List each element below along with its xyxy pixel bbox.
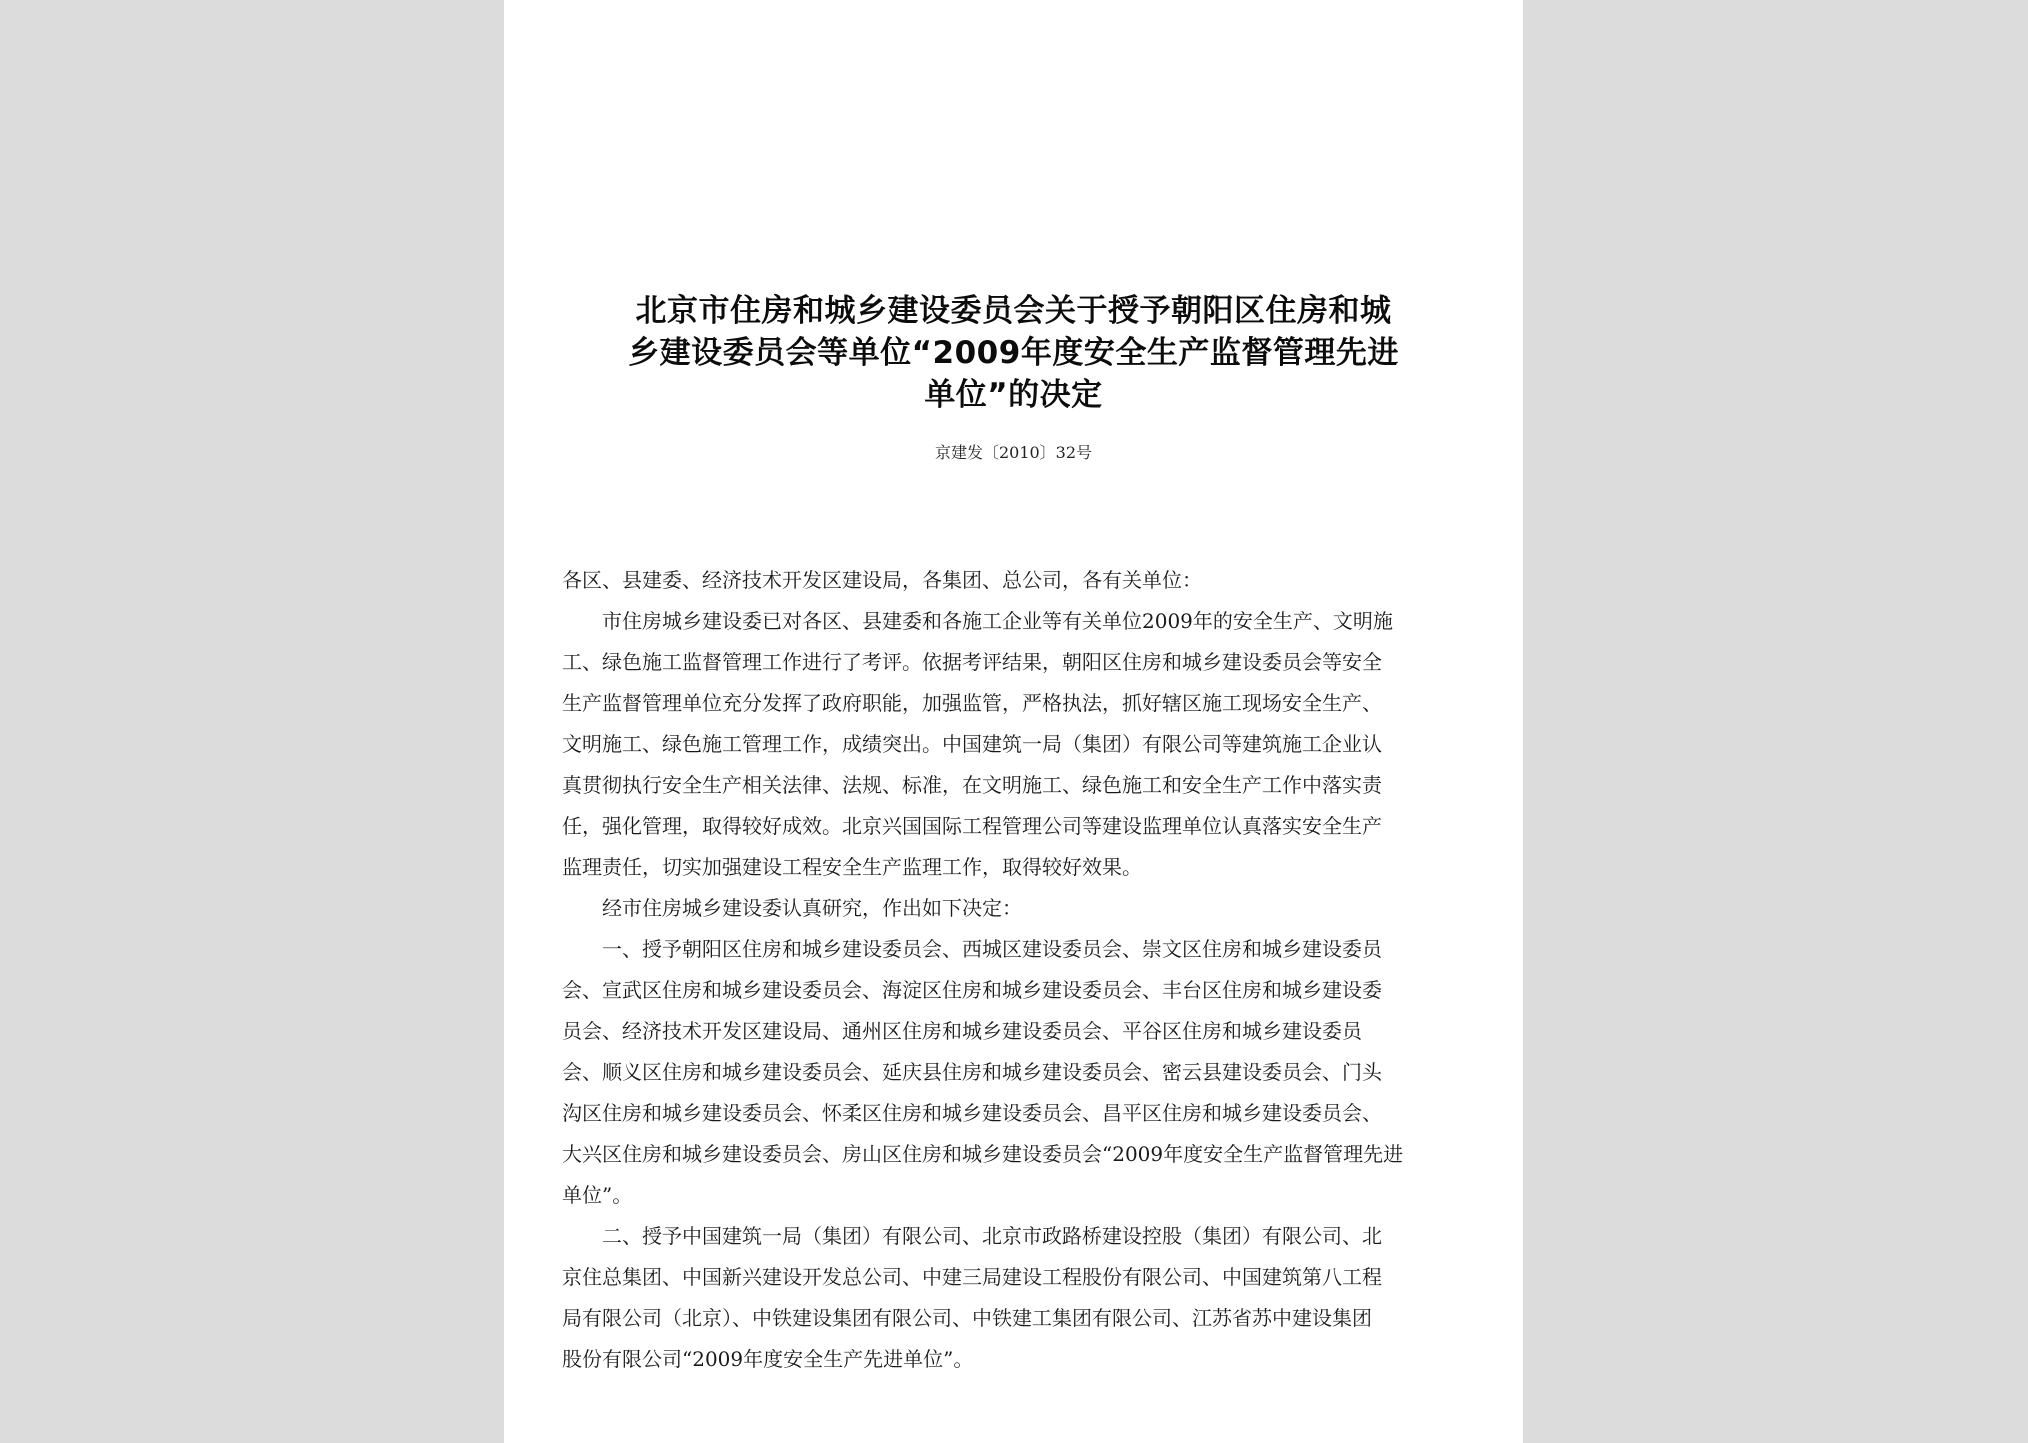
paragraph-line: 股份有限公司“2009年度安全生产先进单位”。 xyxy=(562,1347,974,1371)
paragraph-line: 单位”。 xyxy=(562,1183,633,1207)
paragraph-line: 局有限公司（北京）、中铁建设集团有限公司、中铁建工集团有限公司、江苏省苏中建设集团 xyxy=(562,1306,1372,1330)
paragraph-line: 工、绿色施工监督管理工作进行了考评。依据考评结果，朝阳区住房和城乡建设委员会等安全 xyxy=(562,650,1382,674)
paragraph-line: 大兴区住房和城乡建设委员会、房山区住房和城乡建设委员会“2009年度安全生产监督管理先进 xyxy=(562,1142,1404,1166)
paragraph-line: 员会、经济技术开发区建设局、通州区住房和城乡建设委员会、平谷区住房和城乡建设委员 xyxy=(562,1019,1362,1043)
paragraph-line: 真贯彻执行安全生产相关法律、法规、标准，在文明施工、绿色施工和安全生产工作中落实责 xyxy=(562,773,1382,797)
paragraph-line: 市住房城乡建设委已对各区、县建委和各施工企业等有关单位2009年的安全生产、文明施 xyxy=(602,609,1393,633)
title-line: 北京市住房和城乡建设委员会关于授予朝阳区住房和城 xyxy=(635,293,1392,329)
paragraph-line: 任，强化管理，取得较好成效。北京兴国国际工程管理公司等建设监理单位认真落实安全生产 xyxy=(562,814,1382,838)
paragraph-line: 二、授予中国建筑一局（集团）有限公司、北京市政路桥建设控股（集团）有限公司、北 xyxy=(602,1224,1382,1248)
paragraph-line: 生产监督管理单位充分发挥了政府职能，加强监管，严格执法，抓好辖区施工现场安全生产、 xyxy=(562,691,1382,715)
paragraph-line: 京住总集团、中国新兴建设开发总公司、中建三局建设工程股份有限公司、中国建筑第八工程 xyxy=(562,1265,1382,1289)
addressee: 各区、县建委、经济技术开发区建设局，各集团、总公司，各有关单位： xyxy=(562,568,1202,592)
paragraph-line: 监理责任，切实加强建设工程安全生产监理工作，取得较好效果。 xyxy=(562,855,1142,879)
document-number: 京建发〔2010〕32号 xyxy=(934,443,1093,462)
paragraph-line: 经市住房城乡建设委认真研究，作出如下决定： xyxy=(602,896,1022,920)
paragraph-line: 会、宣武区住房和城乡建设委员会、海淀区住房和城乡建设委员会、丰台区住房和城乡建设委 xyxy=(562,978,1382,1002)
paragraph-line: 会、顺义区住房和城乡建设委员会、延庆县住房和城乡建设委员会、密云县建设委员会、门头 xyxy=(562,1060,1382,1084)
paragraph-line: 文明施工、绿色施工管理工作，成绩突出。中国建筑一局（集团）有限公司等建筑施工企业认 xyxy=(562,732,1382,756)
paragraph-line: 沟区住房和城乡建设委员会、怀柔区住房和城乡建设委员会、昌平区住房和城乡建设委员会、 xyxy=(562,1101,1382,1125)
title-line: 单位”的决定 xyxy=(924,377,1103,413)
title-line: 乡建设委员会等单位“2009年度安全生产监督管理先进 xyxy=(628,335,1399,371)
paragraph-line: 一、授予朝阳区住房和城乡建设委员会、西城区建设委员会、崇文区住房和城乡建设委员 xyxy=(602,937,1382,961)
document-title xyxy=(564,290,1463,416)
document-body xyxy=(562,560,1469,1380)
document-page xyxy=(504,0,1523,1443)
